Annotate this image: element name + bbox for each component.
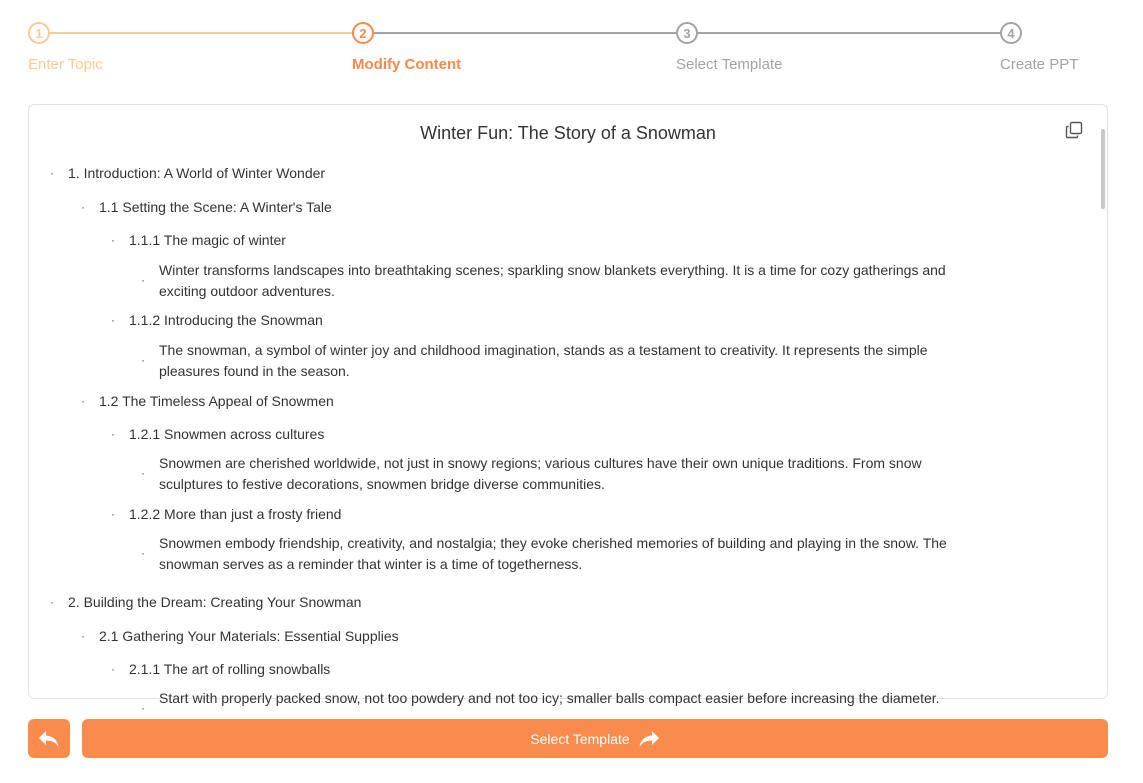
step-3-number: 3 — [683, 25, 691, 41]
outline-item[interactable] — [29, 453, 989, 495]
outline-item[interactable] — [29, 163, 1107, 184]
step-4-label[interactable]: Create PPT — [1000, 56, 1079, 73]
outline-item-text: Snowmen are cherished worldwide, not just in snowy regions; various cultures have their own unique traditions. From snow sculptures to festive decorations, snowmen bridge diverse communities. — [159, 455, 922, 492]
step-3-circle[interactable] — [676, 22, 698, 44]
step-1-circle[interactable] — [28, 22, 50, 44]
outline-item[interactable] — [29, 592, 1107, 613]
bullet: · — [141, 353, 145, 367]
select-template-label: Select Template — [530, 730, 630, 747]
step-connector-1-2 — [50, 32, 352, 34]
bullet: · — [111, 427, 115, 441]
step-2-label[interactable]: Modify Content — [352, 56, 462, 73]
step-connector-3-4 — [698, 32, 1000, 34]
outline-item[interactable] — [29, 659, 1107, 680]
bullet: · — [50, 166, 54, 180]
step-1-label[interactable]: Enter Topic — [28, 56, 103, 73]
step-2-number: 2 — [359, 25, 367, 41]
outline-item[interactable] — [29, 391, 1107, 412]
progress-stepper — [0, 0, 1143, 90]
outline-item-text: Winter transforms landscapes into breathtaking scenes; sparkling snow blankets everything. It is a time for cozy gatherings and exciting outdoor adventures. — [159, 262, 946, 299]
forward-arrow-icon — [638, 730, 660, 748]
outline-item[interactable] — [29, 197, 1107, 218]
step-2-circle[interactable] — [352, 22, 374, 44]
outline-item-text: 1.1.1 The magic of winter — [129, 232, 286, 248]
outline-item[interactable] — [29, 310, 1107, 331]
outline-item[interactable] — [29, 260, 989, 302]
outline-item-text: 2.1 Gathering Your Materials: Essential Supplies — [99, 628, 399, 644]
outline-title: Winter Fun: The Story of a Snowman — [420, 123, 716, 143]
bullet: · — [111, 313, 115, 327]
outline-item[interactable] — [29, 626, 1107, 647]
outline-item-text: 2.1.1 The art of rolling snowballs — [129, 661, 331, 677]
outline-item-text: 1. Introduction: A World of Winter Wonder — [68, 165, 326, 181]
bullet: · — [111, 662, 115, 676]
bullet: · — [141, 546, 145, 560]
outline-item-text: Start with properly packed snow, not too powdery and not too icy; smaller balls compact easier before increasing the diameter. — [159, 690, 940, 706]
outline-item-text: 1.1 Setting the Scene: A Winter's Tale — [99, 199, 332, 215]
outline-item-text: The snowman, a symbol of winter joy and childhood imagination, stands as a testament to creativity. It represents the simple pleasures found in the season. — [159, 342, 928, 379]
back-arrow-icon — [38, 730, 60, 748]
outline-item[interactable] — [29, 424, 1107, 445]
bullet: · — [81, 629, 85, 643]
outline-item-text: 1.2 The Timeless Appeal of Snowmen — [99, 393, 334, 409]
outline-item-text: Snowmen embody friendship, creativity, and nostalgia; they evoke cherished memories of building and playing in the snow. The snowman serves as a reminder that winter is a time of togetherness. — [159, 535, 947, 572]
outline-item[interactable] — [29, 230, 1107, 251]
copy-icon[interactable] — [1065, 121, 1083, 139]
outline-item-text: 1.2.2 More than just a frosty friend — [129, 506, 342, 522]
bullet: · — [141, 701, 145, 715]
step-4-circle[interactable] — [1000, 22, 1022, 44]
step-4-number: 4 — [1007, 25, 1015, 41]
outline-panel[interactable] — [28, 104, 1108, 715]
bullet: · — [81, 394, 85, 408]
bullet: · — [50, 595, 54, 609]
bullet: · — [81, 200, 85, 214]
outline-item-text: 1.2.1 Snowmen across cultures — [129, 426, 325, 442]
step-1-number: 1 — [35, 25, 43, 41]
bullet: · — [141, 273, 145, 287]
outline-item-text: 1.1.2 Introducing the Snowman — [129, 312, 323, 328]
back-button[interactable] — [28, 719, 70, 758]
outline-item[interactable] — [29, 688, 989, 715]
step-connector-2-3 — [374, 32, 676, 34]
bullet: · — [141, 466, 145, 480]
bullet: · — [111, 507, 115, 521]
outline-item[interactable] — [29, 533, 989, 575]
outline-item-text: 2. Building the Dream: Creating Your Snowman — [68, 594, 362, 610]
outline-item[interactable] — [29, 504, 1107, 525]
select-template-button[interactable] — [82, 719, 1108, 758]
outline-list — [29, 161, 1107, 715]
bullet: · — [111, 233, 115, 247]
step-3-label[interactable]: Select Template — [676, 56, 783, 73]
outline-item[interactable] — [29, 340, 989, 382]
